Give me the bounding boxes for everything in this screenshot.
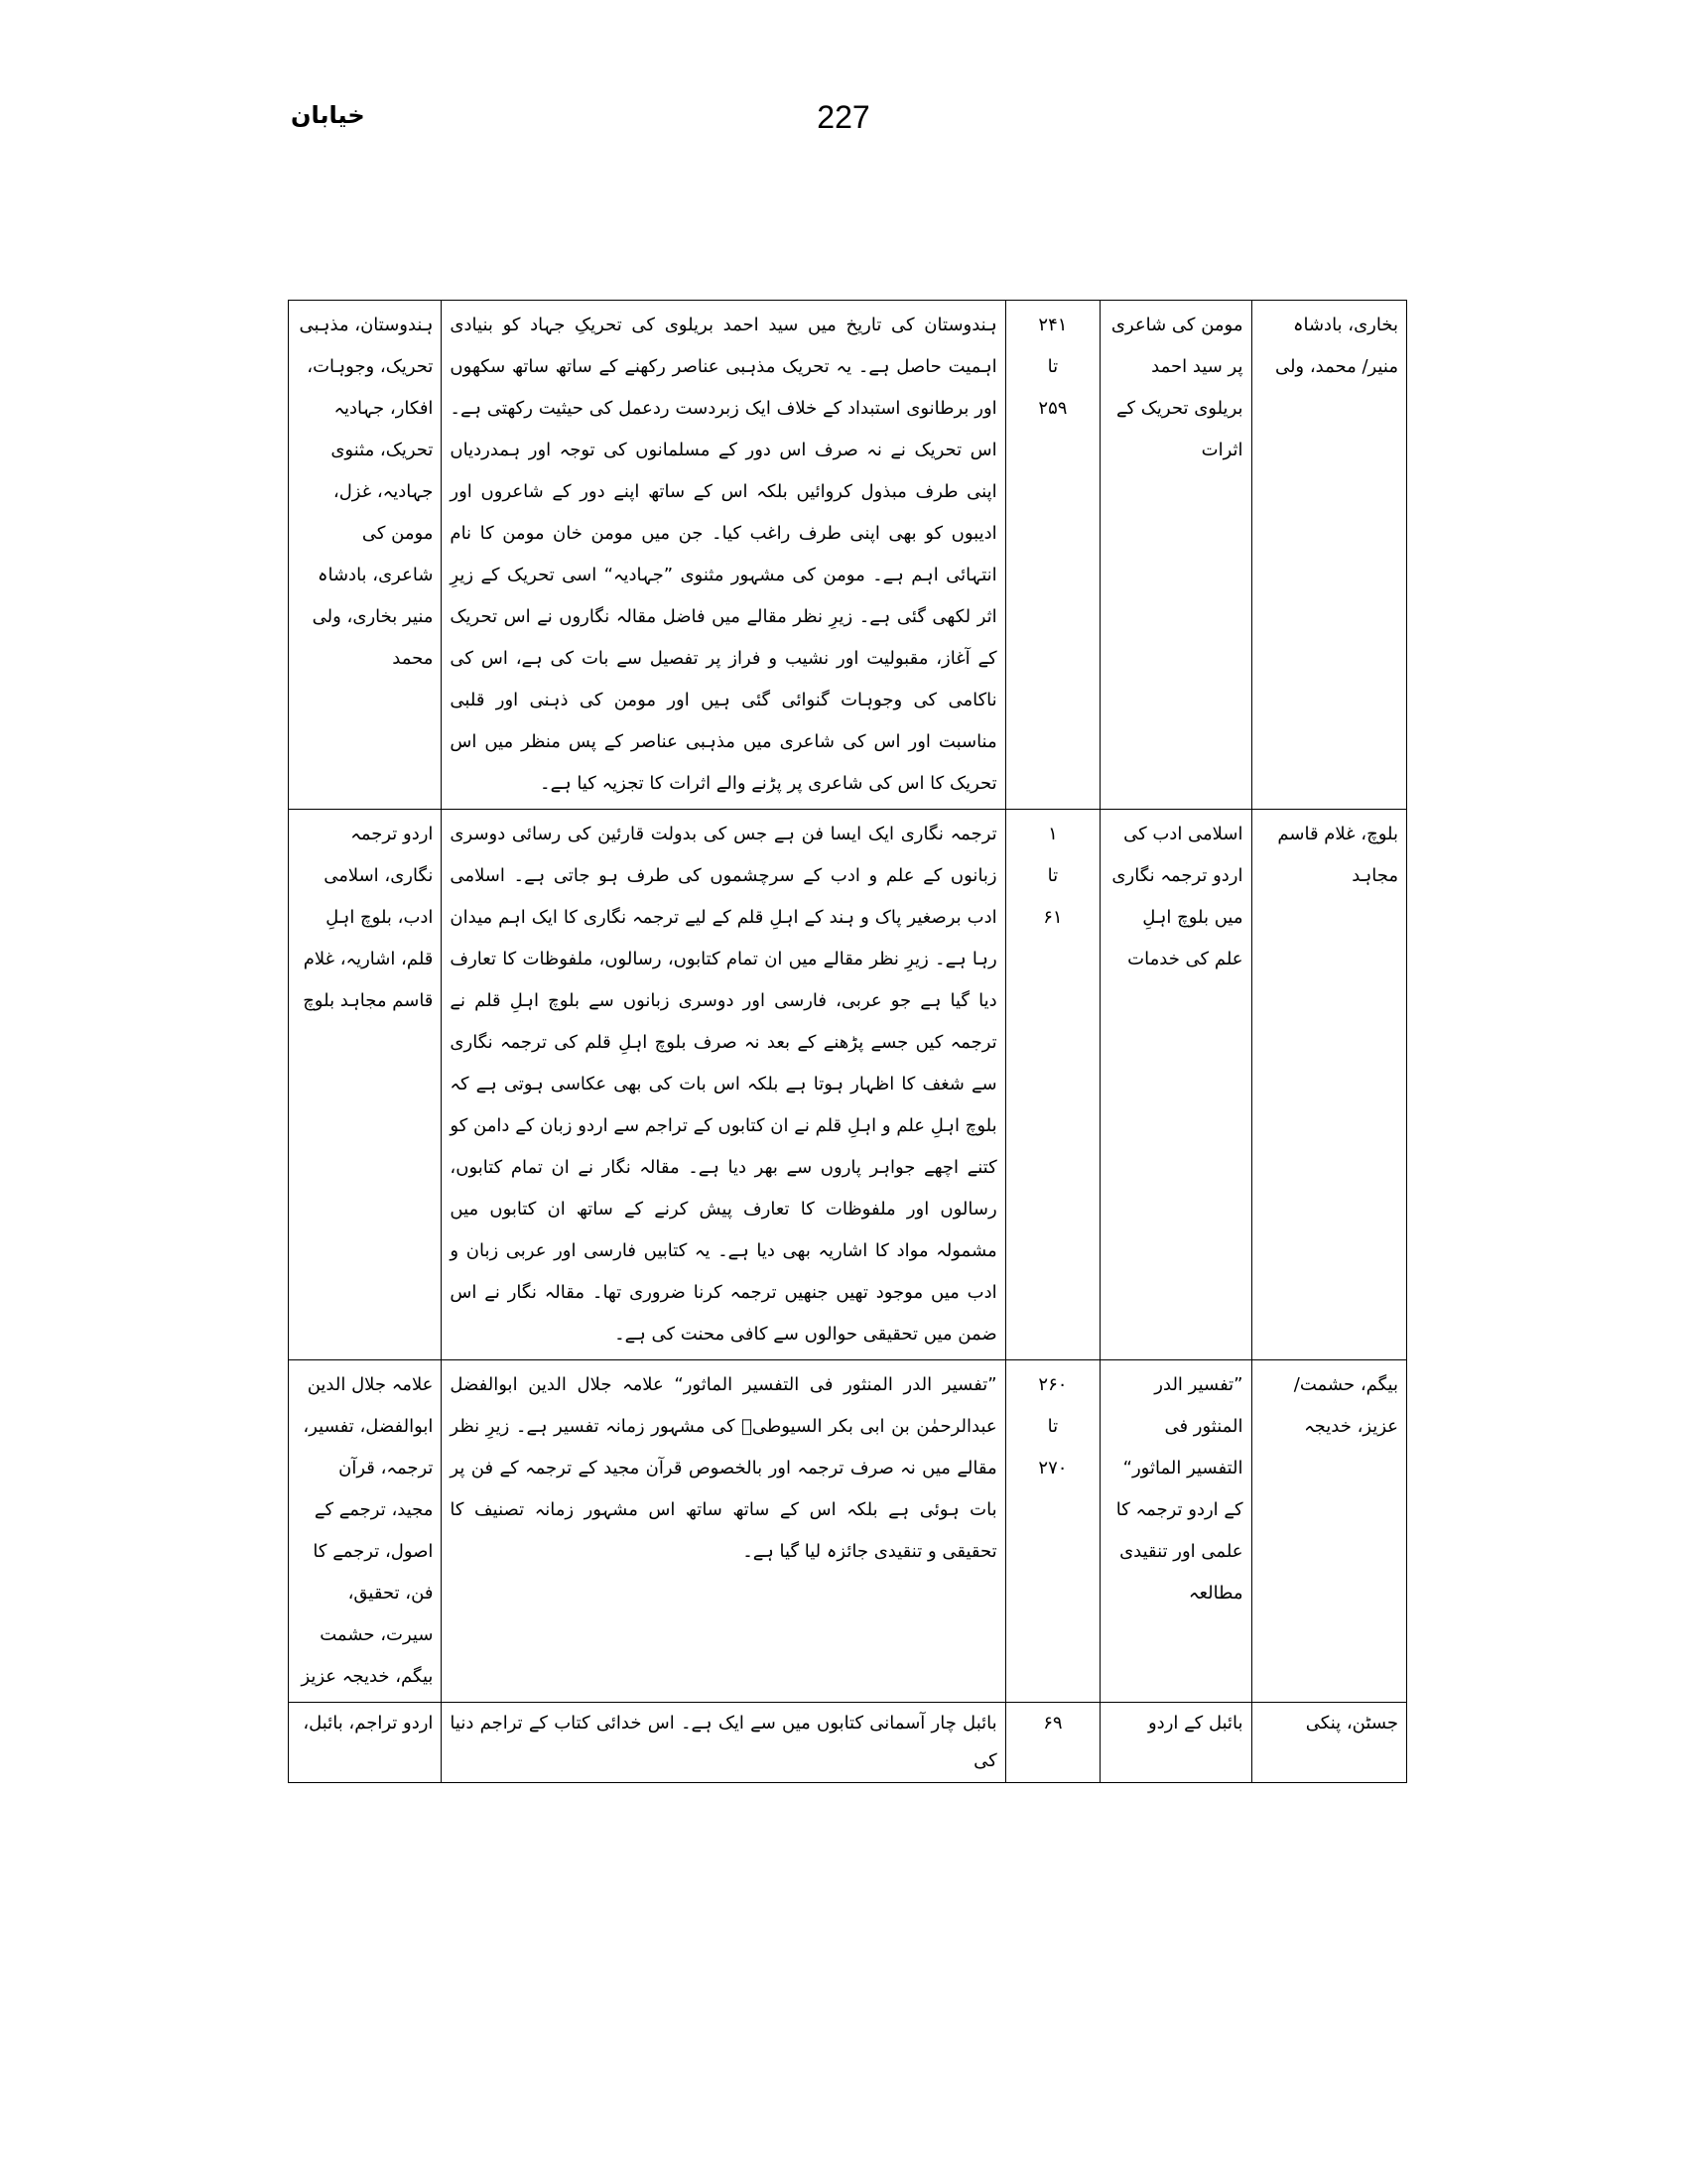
author-cell: جسٹن، پنکی	[1251, 1703, 1406, 1783]
pages-cell	[1005, 301, 1101, 810]
keywords-cell: علامہ جلال الدین ابوالفضل، تفسیر، ترجمہ، قرآن مجید، ترجمے کے اصول، ترجمے کا فن، تحقیق، سیرت، حشمت بیگم، خدیجہ عزیز	[289, 1360, 442, 1703]
page-from: ۶۹	[1043, 1713, 1063, 1734]
page-to: ۶۱	[1043, 907, 1063, 928]
author-cell: بخاری، بادشاہ منیر/ محمد، ولی	[1251, 301, 1406, 810]
pages-cell	[1005, 1360, 1101, 1703]
page-from: ۲۴۱	[1038, 315, 1068, 335]
keywords-cell: اردو تراجم، بائبل،	[289, 1703, 442, 1783]
abstract-cell: ترجمہ نگاری ایک ایسا فن ہے جس کی بدولت قارئین کی رسائی دوسری زبانوں کے علم و ادب کے سرچشموں کی طرف ہو جاتی ہے۔ اسلامی ادب برصغیر پاک و ہند کے اہلِ قلم کے لیے ترجمہ نگاری کا ایک اہم میدان رہا ہے۔ زیرِ نظر مقالے میں ان تمام کتابوں، رسالوں، ملفوظات کا تعارف دیا گیا ہے جو عربی، فارسی اور دوسری زبانوں سے بلوچ اہلِ قلم نے ترجمہ کیں جسے پڑھنے کے بعد نہ صرف بلوچ اہلِ قلم کی ترجمہ نگاری سے شغف کا اظہار ہوتا ہے بلکہ اس بات کی بھی عکاسی ہوتی ہے کہ بلوچ اہلِ علم و اہلِ قلم نے ان کتابوں کے تراجم سے اردو زبان کے دامن کو کتنے اچھے جواہر پاروں سے بھر دیا ہے۔ مقالہ نگار نے ان تمام کتابوں، رسالوں اور ملفوظات کا تعارف پیش کرنے کے ساتھ ان کتابوں میں مشمولہ مواد کا اشاریہ بھی دیا ہے۔ یہ کتابیں فارسی اور عربی زبان و ادب میں موجود تھیں جنھیں ترجمہ کرنا ضروری تھا۔ مقالہ نگار نے اس ضمن میں تحقیقی حوالوں سے کافی محنت کی ہے۔	[442, 810, 1005, 1360]
pages-cell	[1005, 810, 1101, 1360]
title-cell: بائبل کے اردو	[1101, 1703, 1251, 1783]
page-from: ۱	[1048, 824, 1058, 844]
abstract-cell: بائبل چار آسمانی کتابوں میں سے ایک ہے۔ اس خدائی کتاب کے تراجم دنیا کی	[442, 1703, 1005, 1783]
table-row	[289, 1360, 1407, 1703]
author-cell: بیگم، حشمت/ عزیز، خدیجہ	[1251, 1360, 1406, 1703]
keywords-cell: ہندوستان، مذہبی تحریک، وجوہات، افکار، جہادیہ تحریک، مثنوی جہادیہ، غزل، مومن کی شاعری، بادشاہ منیر بخاری، ولی محمد	[289, 301, 442, 810]
title-cell: مومن کی شاعری پر سید احمد بریلوی تحریک کے اثرات	[1101, 301, 1251, 810]
page-to: ۲۵۹	[1038, 398, 1068, 419]
journal-title: خیابان	[291, 101, 365, 129]
pages-cell	[1005, 1703, 1101, 1783]
table-row	[289, 1703, 1407, 1783]
page-number: 227	[817, 99, 870, 135]
page-to: ۲۷۰	[1038, 1458, 1068, 1478]
title-cell: اسلامی ادب کی اردو ترجمہ نگاری میں بلوچ اہلِ علم کی خدمات	[1101, 810, 1251, 1360]
keywords-cell: اردو ترجمہ نگاری، اسلامی ادب، بلوچ اہلِ قلم، اشاریہ، غلام قاسم مجاہد بلوچ	[289, 810, 442, 1360]
page-separator: تا	[1047, 356, 1059, 377]
title-cell: ”تفسیر الدر المنثور فی التفسیر الماثور“ کے اردو ترجمہ کا علمی اور تنقیدی مطالعہ	[1101, 1360, 1251, 1703]
table-row	[289, 810, 1407, 1360]
page-separator: تا	[1047, 1416, 1059, 1437]
page-separator: تا	[1047, 865, 1059, 886]
abstract-cell: ”تفسیر الدر المنثور فی التفسیر الماثور“ علامہ جلال الدین ابوالفضل عبدالرحمٰن بن ابی بکر السیوطیؒ کی مشہور زمانہ تفسیر ہے۔ زیرِ نظر مقالے میں نہ صرف ترجمہ اور بالخصوص قرآن مجید کے ترجمہ کے فن پر بات ہوئی ہے بلکہ اس کے ساتھ ساتھ اس مشہور زمانہ تصنیف کا تحقیقی و تنقیدی جائزہ لیا گیا ہے۔	[442, 1360, 1005, 1703]
abstract-cell: ہندوستان کی تاریخ میں سید احمد بریلوی کی تحریکِ جہاد کو بنیادی اہمیت حاصل ہے۔ یہ تحریک مذہبی عناصر رکھنے کے ساتھ ساتھ سکھوں اور برطانوی استبداد کے خلاف ایک زبردست ردعمل کی حیثیت رکھتی ہے۔ اس تحریک نے نہ صرف اس دور کے مسلمانوں کی توجہ اور ہمدردیاں اپنی طرف مبذول کروائیں بلکہ اس کے ساتھ اپنے دور کے شاعروں اور ادیبوں کو بھی اپنی طرف راغب کیا۔ جن میں مومن خان مومن کا نام انتہائی اہم ہے۔ مومن کی مشہور مثنوی ”جہادیہ“ اسی تحریک کے زیرِ اثر لکھی گئی ہے۔ زیرِ نظر مقالے میں فاضل مقالہ نگاروں نے اس تحریک کے آغاز، مقبولیت اور نشیب و فراز پر تفصیل سے بات کی ہے، اس کی ناکامی کی وجوہات گنوائی گئی ہیں اور مومن کی ذہنی اور قلبی مناسبت اور اس کی شاعری میں مذہبی عناصر کے پس منظر میں اس تحریک کا اس کی شاعری پر پڑنے والے اثرات کا تجزیہ کیا ہے۔	[442, 301, 1005, 810]
page-from: ۲۶۰	[1038, 1374, 1068, 1395]
author-cell: بلوچ، غلام قاسم مجاہد	[1251, 810, 1406, 1360]
article-index-table	[288, 300, 1407, 1783]
table-row	[289, 301, 1407, 810]
